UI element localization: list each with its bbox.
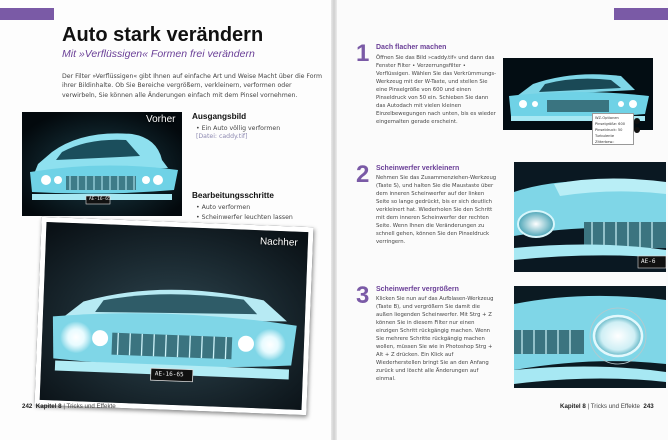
after-label: Nachher <box>259 236 298 249</box>
panel-line-4[interactable]: Turbulente Zitterbew.: <box>595 134 615 144</box>
steps-item-2: • Scheinwerfer leuchten lassen <box>196 214 293 221</box>
panel-line-1: WZ-Optionen <box>595 116 619 120</box>
step-2-license-plate: AE-6 <box>641 258 656 265</box>
step-1-text: Öffnen Sie das Bild »caddy.tif« und dann das Fenster Filter • Verzerrungsfilter • Verflüssigen. Wählen Sie das Verkrümmungs-Werkzeug mit der W-Taste, und stellen Sie eine Pinselgröße von 600 und einen Pinseldruck von 50 ein. Schieben Sie dann das Autodach mit vielen kleinen Einzelbewegungen nach unten, bis es wieder eingemalten gerade erscheint. <box>376 55 497 125</box>
right-footer-chapter: Kapitel 8 <box>560 403 586 410</box>
step-2-text: Nehmen Sie das Zusammenziehen-Werkzeug (Taste S), und halten Sie die Maustaste über dem inneren Scheinwerfer auf der linken Seite so lange gedrückt, bis er sich deutlich verkleinert hat. Wiederholen Sie den Schritt mit dem inneren Scheinwerfer der rechten Seite. Wenn Ihnen die Veränderungen zu schnell gehen, können Sie den Pinseldruck verringern. <box>376 175 497 245</box>
source-heading: Ausgangsbild <box>192 112 247 121</box>
steps-item-1-text: Auto verformen <box>201 204 251 211</box>
left-footer-chapter: Kapitel 8 <box>35 403 62 410</box>
step-2-number: 2 <box>356 161 370 188</box>
page-title: Auto stark verändern <box>62 24 264 46</box>
source-item-text: Ein Auto völlig verformen <box>201 125 281 132</box>
left-footer-page: 242 <box>22 403 33 410</box>
step-1-heading: Dach flacher machen <box>376 44 447 51</box>
steps-item-1: • Auto verformen <box>196 204 251 211</box>
right-chapter-tab <box>614 8 668 20</box>
step-1-number: 1 <box>356 40 370 67</box>
step-3-number: 3 <box>356 282 370 309</box>
step-2-car-illustration <box>514 162 666 272</box>
before-label: Vorher <box>146 114 176 125</box>
step-3-text: Klicken Sie nun auf das Aufblasen-Werkzeug (Taste B), und vergrößern Sie damit die außen liegenden Scheinwerfer. Mit Strg + Z können Sie in diesem Filter nur einen einzigen Schritt rückgängig machen. Wenn Sie mehrere Schritte rückgängig machen wollen, müssen Sie wie in Photoshop Strg + Alt + Z drücken. Ein Klick auf Wiederherstellen bringt Sie an den Anfang zurück und löscht alle Änderungen auf einmal. <box>376 296 494 382</box>
step-3-car-illustration <box>514 286 666 388</box>
panel-line-3[interactable]: Pinseldruck: 50 <box>595 128 623 132</box>
step-3-photo <box>514 286 666 388</box>
intro-paragraph: Der Filter »Verflüssigen« gibt Ihnen auf einfache Art und Weise Macht über die Form ihrer Bildinhalte. Ob Sie Bereiche vergrößern, verkleinern, verformen oder verwirbeln, Sie können alle Änderungen einfach mit dem Pinsel vornehmen. <box>62 73 323 99</box>
step-2-photo <box>514 162 666 272</box>
source-file: [Datei: caddy.tif] <box>196 133 248 140</box>
before-photo <box>22 112 182 216</box>
left-footer <box>22 403 116 410</box>
step-2-heading: Scheinwerfer verkleinern <box>376 165 460 172</box>
right-footer-divider: | <box>587 403 591 410</box>
panel-line-2[interactable]: Pinselgröße: 600 <box>595 122 626 126</box>
after-car-illustration <box>40 222 309 410</box>
steps-heading: Bearbeitungsschritte <box>192 191 274 200</box>
right-footer-section: Tricks und Effekte <box>590 403 640 410</box>
before-license-plate: AE-16-65 <box>89 197 111 202</box>
right-footer <box>560 403 654 410</box>
after-license-plate: AE-16-65 <box>154 370 184 379</box>
left-footer-section: Tricks und Effekte <box>66 403 116 410</box>
callout-1-marker <box>634 118 640 124</box>
left-footer-divider: | <box>63 403 67 410</box>
right-footer-page: 243 <box>643 403 654 410</box>
source-item: • Ein Auto völlig verformen <box>196 125 281 132</box>
book-gutter <box>331 0 337 440</box>
step-3-heading: Scheinwerfer vergrößern <box>376 286 459 293</box>
callout-2-marker <box>634 127 640 133</box>
tool-options-panel <box>592 113 634 145</box>
steps-item-2-text: Scheinwerfer leuchten lassen <box>201 214 293 221</box>
after-photo <box>34 217 313 415</box>
page-subtitle: Mit »Verflüssigen« Formen frei verändern <box>62 48 255 60</box>
left-chapter-tab <box>0 8 54 20</box>
